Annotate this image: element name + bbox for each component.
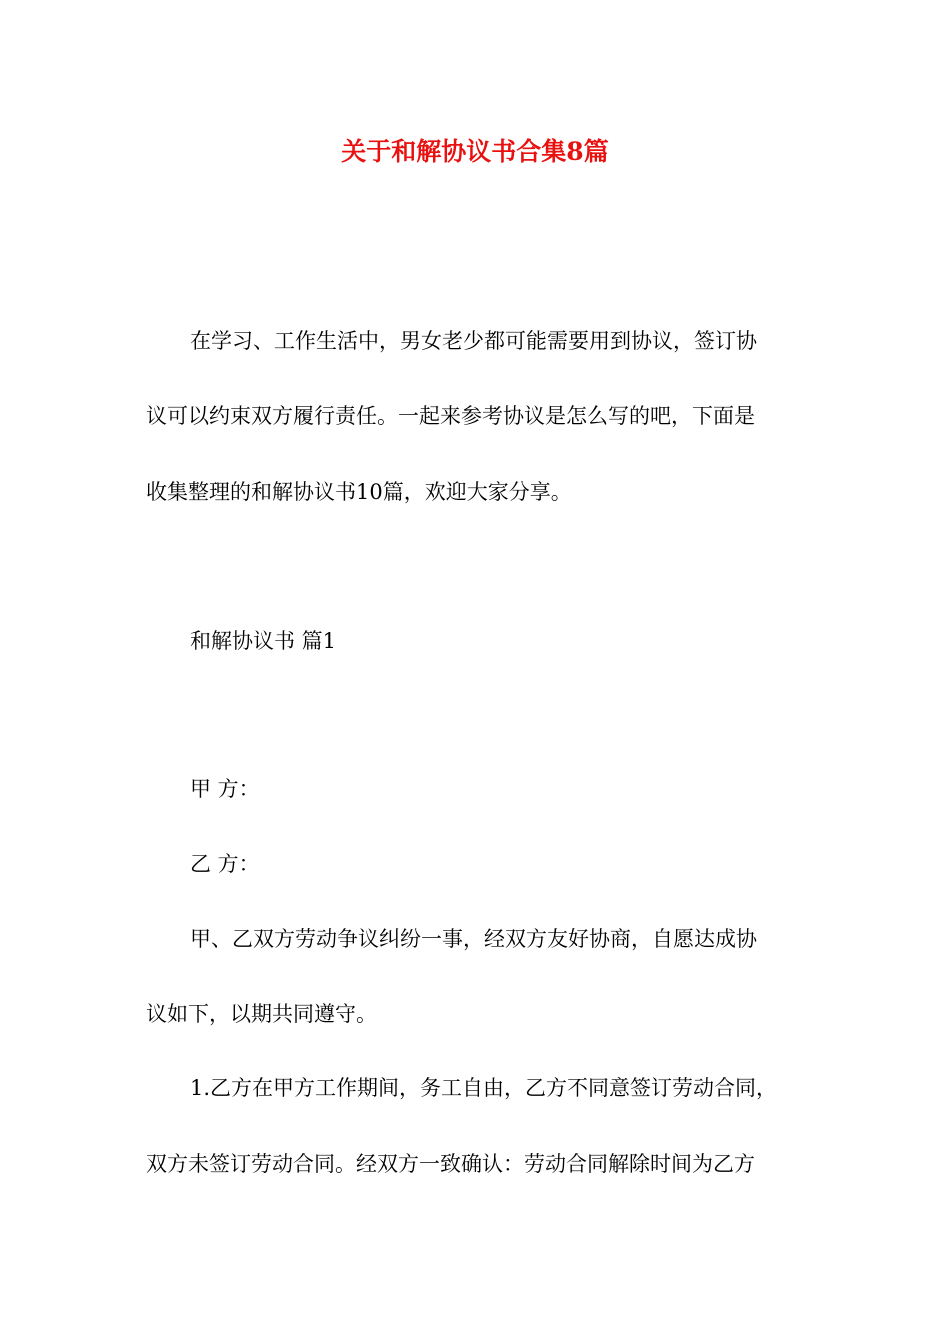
clause-1-line-2: 双方未签订劳动合同。经双方一致确认：劳动合同解除时间为乙方	[146, 1152, 755, 1176]
document-title: 关于和解协议书合集8篇	[341, 137, 609, 166]
party-b-label: 乙 方：	[190, 852, 260, 876]
party-a-label: 甲 方：	[190, 777, 260, 801]
section-heading: 和解协议书 篇1	[190, 629, 337, 653]
intro-line-1: 在学习、工作生活中，男女老少都可能需要用到协议，签订协	[190, 329, 757, 353]
clause-1-line-1: 1.乙方在甲方工作期间，务工自由，乙方不同意签订劳动合同，	[190, 1076, 778, 1100]
intro-line-2: 议可以约束双方履行责任。一起来参考协议是怎么写的吧，下面是	[146, 404, 755, 428]
intro-line-3: 收集整理的和解协议书10篇，欢迎大家分享。	[146, 480, 572, 504]
paragraph-1-line-1: 甲、乙双方劳动争议纠纷一事，经双方友好协商，自愿达成协	[190, 927, 757, 951]
paragraph-1-line-2: 议如下，以期共同遵守。	[146, 1002, 377, 1026]
